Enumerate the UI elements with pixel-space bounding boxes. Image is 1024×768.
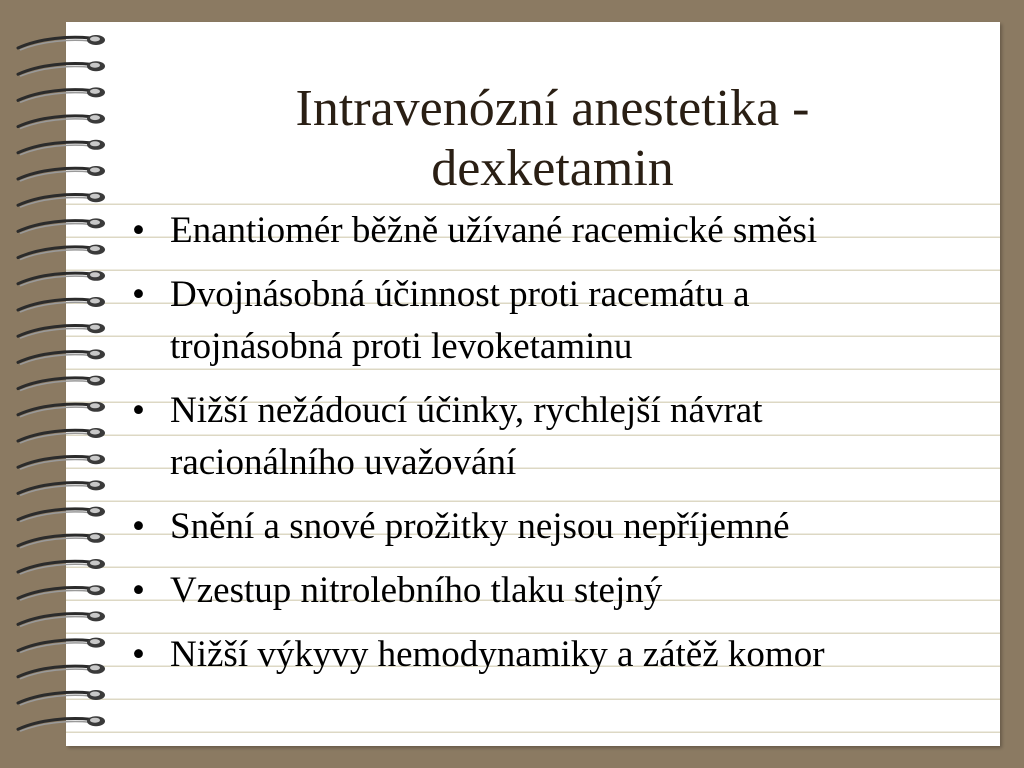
- slide-title: [150, 79, 955, 199]
- bullet-dot-icon: •: [132, 390, 145, 431]
- bullet-text: Nižší výkyvy hemodynamiky a zátěž komor: [170, 634, 825, 675]
- bullet-text: Dvojnásobná účinnost proti racemátu a: [170, 274, 750, 315]
- spiral-coil: [18, 61, 105, 76]
- spiral-coil: [18, 271, 105, 286]
- spiral-coil: [18, 480, 105, 495]
- spiral-coil: [18, 87, 105, 102]
- bullet-item: [128, 501, 998, 553]
- spiral-coil: [18, 428, 105, 443]
- spiral-coil: [18, 297, 105, 312]
- bullet-item: [128, 629, 998, 681]
- spiral-binding-icon: [0, 22, 120, 746]
- spiral-coil: [18, 507, 105, 522]
- bullet-item: [128, 385, 998, 489]
- spiral-coil: [18, 454, 105, 469]
- bullet-list: [128, 205, 998, 693]
- spiral-coil: [18, 664, 105, 679]
- spiral-coil: [18, 402, 105, 417]
- bullet-text: Nižší nežádoucí účinky, rychlejší návrat: [170, 390, 763, 431]
- spiral-coil: [18, 166, 105, 181]
- bullet-text: Vzestup nitrolebního tlaku stejný: [170, 570, 663, 611]
- bullet-dot-icon: •: [132, 210, 145, 251]
- spiral-coil: [18, 192, 105, 207]
- bullet-text: Snění a snové prožitky nejsou nepříjemné: [170, 506, 790, 547]
- spiral-coil: [18, 559, 105, 574]
- bullet-text: Enantiomér běžně užívané racemické směsi: [170, 210, 818, 251]
- bullet-dot-icon: •: [132, 274, 145, 315]
- bullet-dot-icon: •: [132, 570, 145, 611]
- spiral-coil: [18, 690, 105, 705]
- spiral-coil: [18, 35, 105, 50]
- bullet-text-continued: racionálního uvažování: [170, 442, 517, 483]
- bullet-text-continued: trojnásobná proti levoketaminu: [170, 326, 633, 367]
- spiral-coil: [18, 716, 105, 731]
- bullet-dot-icon: •: [132, 506, 145, 547]
- spiral-coil: [18, 114, 105, 129]
- spiral-coil: [18, 245, 105, 260]
- bullet-item: [128, 565, 998, 617]
- spiral-coil: [18, 533, 105, 548]
- bullet-item: [128, 205, 998, 257]
- spiral-coil: [18, 349, 105, 364]
- spiral-coil: [18, 218, 105, 233]
- bullet-dot-icon: •: [132, 634, 145, 675]
- spiral-coil: [18, 323, 105, 338]
- bullet-item: [128, 269, 998, 373]
- slide-title-line-1: Intravenózní anestetika -: [295, 79, 810, 137]
- spiral-coil: [18, 376, 105, 391]
- spiral-coil: [18, 611, 105, 626]
- spiral-coil: [18, 140, 105, 155]
- spiral-coil: [18, 585, 105, 600]
- slide-title-line-2: dexketamin: [431, 139, 674, 197]
- spiral-coil: [18, 638, 105, 653]
